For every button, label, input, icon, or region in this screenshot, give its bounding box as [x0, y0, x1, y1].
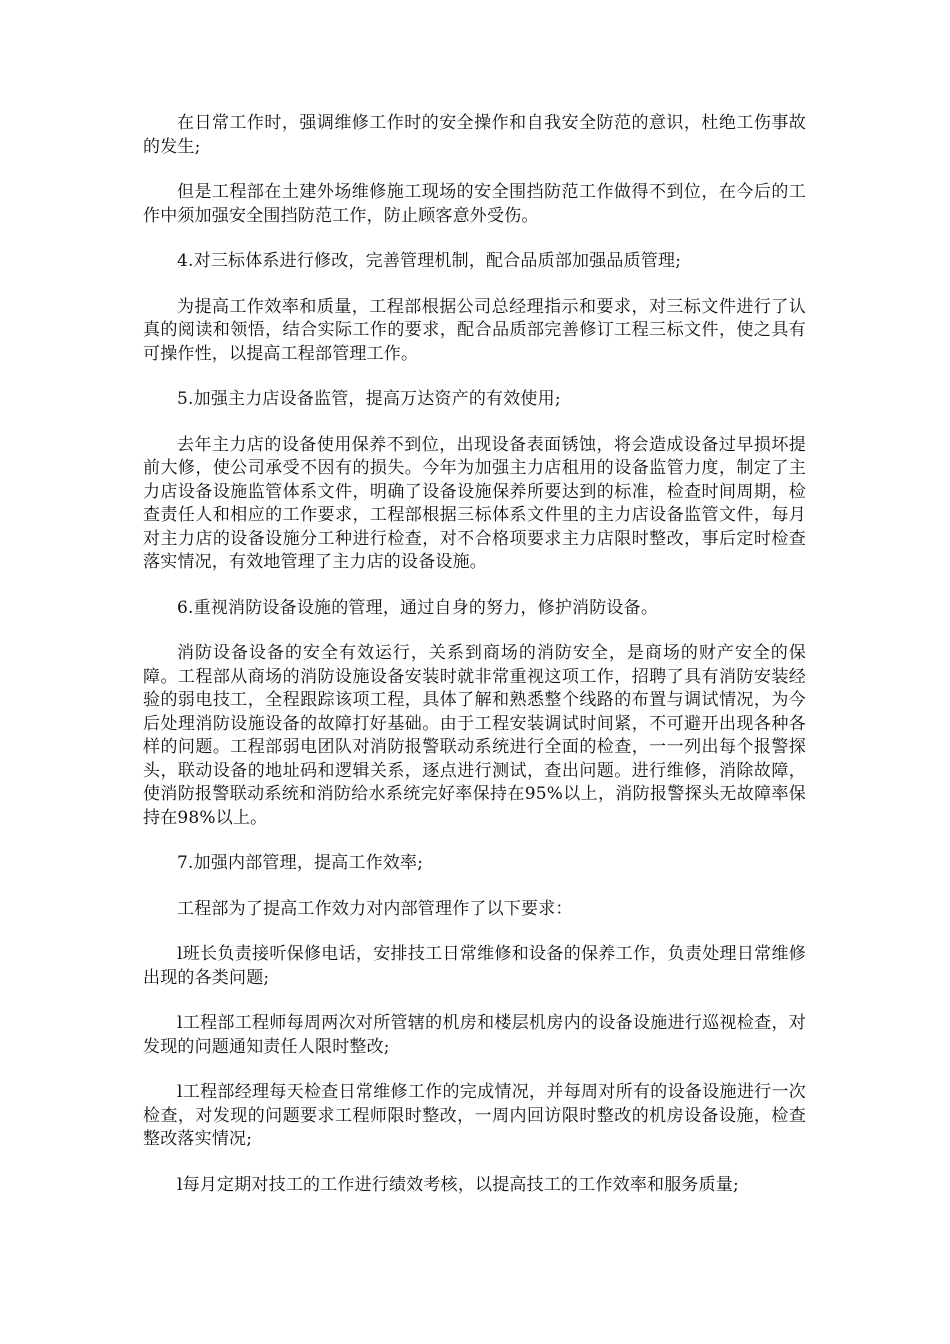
list-item-engineer: l工程部工程师每周两次对所管辖的机房和楼层机房内的设备设施进行巡视检查，对发现的问题通知责任人限时整改;: [143, 1013, 806, 1057]
paragraph-three-standards: 为提高工作效率和质量，工程部根据公司总经理指示和要求，对三标文件进行了认真的阅读和领悟，结合实际工作的要求，配合品质部完善修订工程三标文件，使之具有可操作性，以提高工程部管理工作。: [143, 296, 806, 364]
paragraph-safety-awareness: 在日常工作时，强调维修工作时的安全操作和自我安全防范的意识，杜绝工伤事故的发生;: [143, 113, 806, 157]
list-item-manager: l工程部经理每天检查日常维修工作的完成情况，并每周对所有的设备设施进行一次检查，对发现的问题要求工程师限时整改，一周内回访限时整改的机房设备设施，检查整改落实情况;: [143, 1082, 806, 1149]
heading-item-6: 6.重视消防设备设施的管理，通过自身的努力，修护消防设备。: [177, 597, 659, 618]
paragraph-anchor-store: 去年主力店的设备使用保养不到位，出现设备表面锈蚀，将会造成设备过早损坏提前大修，使公司承受不因有的损失。今年为加强主力店租用的设备监管力度，制定了主力店设备设施监管体系文件，明确了设备设施保养所要达到的标准，检查时间周期，检查责任人和相应的工作要求，工程部根据三标体系文件里的主力店设备监管文件，每月对主力店的设备设施分工种进行检查，对不合格项要求主力店限时整改，事后定时检查落实情况，有效地管理了主力店的设备设施。: [143, 434, 806, 572]
paragraph-internal-requirements: 工程部为了提高工作效力对内部管理作了以下要求：: [177, 898, 573, 919]
heading-item-5: 5.加强主力店设备监管，提高万达资产的有效使用;: [177, 389, 561, 409]
heading-item-7: 7.加强内部管理，提高工作效率;: [177, 853, 424, 873]
heading-item-4: 4.对三标体系进行修改，完善管理机制，配合品质部加强品质管理;: [177, 251, 682, 271]
list-item-team-leader: l班长负责接听保修电话，安排技工日常维修和设备的保养工作，负责处理日常维修出现的各类问题;: [143, 944, 806, 988]
paragraph-fire-equipment: 消防设备设备的安全有效运行，关系到商场的消防安全，是商场的财产安全的保障。工程部从商场的消防设施设备安装时就非常重视这项工作，招聘了具有消防安装经验的弱电技工，全程跟踪该项工程，具体了解和熟悉整个线路的布置与调试情况，为今后处理消防设施设备的故障打好基础。由于工程安装调试时间紧，不可避开出现各种各样的问题。工程部弱电团队对消防报警联动系统进行全面的检查，一一列出每个报警探头，联动设备的地址码和逻辑关系，逐点进行测试，查出问题。进行维修，消除故障，使消防报警联动系统和消防给水系统完好率保持在95%以上，消防报警探头无故障率保持在98%以上。: [143, 643, 806, 828]
paragraph-safety-barrier: 但是工程部在土建外场维修施工现场的安全围挡防范工作做得不到位，在今后的工作中须加强安全围挡防范工作，防止顾客意外受伤。: [143, 182, 806, 226]
document-body: [143, 112, 806, 1219]
list-item-performance: l每月定期对技工的工作进行绩效考核，以提高技工的工作效率和服务质量;: [177, 1174, 739, 1195]
